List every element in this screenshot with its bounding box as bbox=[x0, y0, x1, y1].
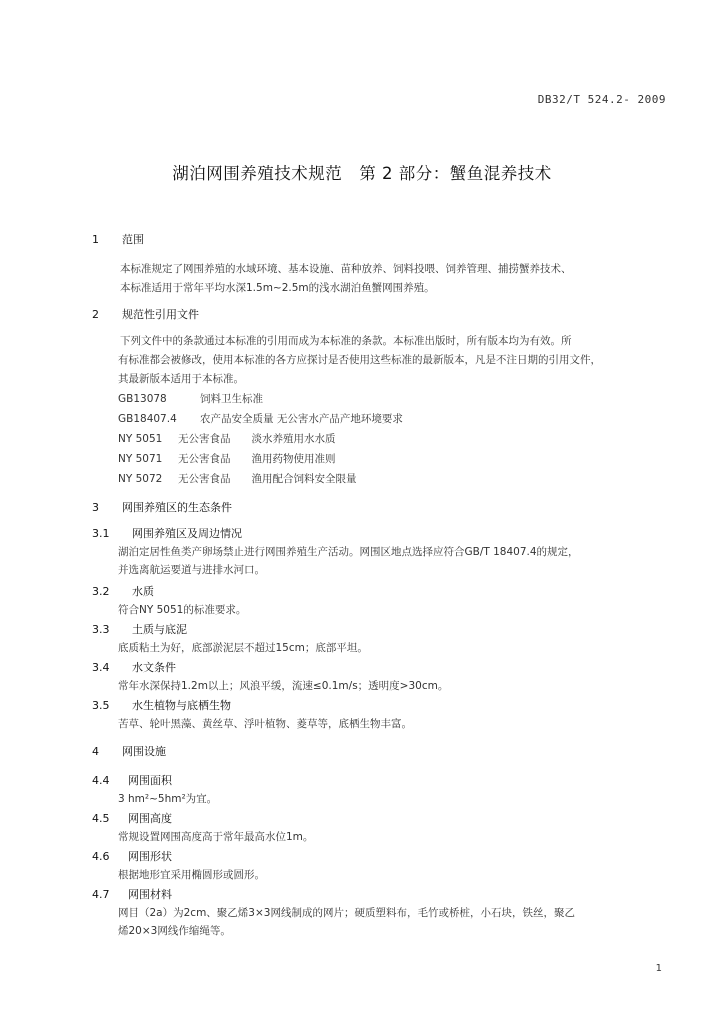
section-1-line-2: 本标准适用于常年平均水深1.5m~2.5m的浅水湖泊鱼蟹网围养殖。 bbox=[120, 282, 435, 294]
reference-code: NY 5051 bbox=[118, 433, 163, 445]
page-number: 1 bbox=[655, 963, 662, 974]
section-2-heading bbox=[92, 306, 199, 322]
document-title: 湖泊网围养殖技术规范 第 2 部分：蟹鱼混养技术 bbox=[172, 164, 552, 183]
subsection-4-6-line-1: 根据地形宜采用椭圆形或圆形。 bbox=[118, 869, 265, 881]
subsection-3-1-heading bbox=[92, 525, 242, 541]
reference-title: 无公害食品 渔用药物使用准则 bbox=[178, 453, 336, 465]
subsection-number: 4.5 bbox=[92, 812, 110, 825]
subsection-number: 3.3 bbox=[92, 623, 110, 636]
subsection-4-4-line-1: 3 hm²~5hm²为宜。 bbox=[118, 793, 218, 805]
subsection-3-5-heading bbox=[92, 697, 231, 713]
reference-item bbox=[118, 391, 263, 406]
subsection-4-7-line-2: 烯20×3网线作缩绳等。 bbox=[118, 925, 231, 937]
section-1-heading bbox=[92, 231, 144, 247]
section-number: 1 bbox=[92, 233, 99, 246]
subsection-4-6-heading bbox=[92, 848, 172, 864]
subsection-3-3-line-1: 底质粘土为好，底部淤泥层不超过15cm；底部平坦。 bbox=[118, 642, 368, 654]
reference-code: GB18407.4 bbox=[118, 413, 177, 425]
subsection-title: 网围面积 bbox=[128, 774, 172, 787]
subsection-number: 3.4 bbox=[92, 661, 110, 674]
subsection-title: 网围形状 bbox=[128, 850, 172, 863]
subsection-4-4-heading bbox=[92, 772, 172, 788]
subsection-title: 土质与底泥 bbox=[132, 623, 187, 636]
subsection-title: 网围养殖区及周边情况 bbox=[132, 527, 242, 540]
section-3-heading bbox=[92, 499, 232, 515]
section-2-line-1: 下列文件中的条款通过本标准的引用而成为本标准的条款。本标准出版时，所有版本均为有效。所 bbox=[120, 335, 572, 347]
subsection-4-7-line-1: 网目（2a）为2cm、聚乙烯3×3网线制成的网片；硬质塑料布，毛竹或桥桩，小石块，铁丝，聚乙 bbox=[118, 907, 575, 919]
section-title: 网围养殖区的生态条件 bbox=[122, 501, 232, 514]
reference-title: 农产品安全质量 无公害水产品产地环境要求 bbox=[200, 413, 403, 425]
subsection-title: 水生植物与底栖生物 bbox=[132, 699, 231, 712]
subsection-3-5-line-1: 苦草、轮叶黑藻、黄丝草、浮叶植物、菱草等，底栖生物丰富。 bbox=[118, 718, 412, 730]
section-number: 3 bbox=[92, 501, 99, 514]
subsection-3-1-line-1: 湖泊定居性鱼类产卵场禁止进行网围养殖生产活动。网围区地点选择应符合GB/T 18407.4的规定， bbox=[118, 546, 579, 558]
reference-title: 无公害食品 淡水养殖用水水质 bbox=[178, 433, 336, 445]
subsection-title: 网围高度 bbox=[128, 812, 172, 825]
subsection-number: 4.6 bbox=[92, 850, 110, 863]
subsection-title: 水质 bbox=[132, 585, 154, 598]
subsection-3-4-heading bbox=[92, 659, 176, 675]
section-title: 规范性引用文件 bbox=[122, 308, 199, 321]
reference-item bbox=[118, 471, 357, 486]
reference-item bbox=[118, 411, 403, 426]
subsection-4-5-line-1: 常规设置网围高度高于常年最高水位1m。 bbox=[118, 831, 314, 843]
subsection-3-3-heading bbox=[92, 621, 187, 637]
section-4-heading bbox=[92, 743, 166, 759]
subsection-number: 3.1 bbox=[92, 527, 110, 540]
subsection-number: 4.4 bbox=[92, 774, 110, 787]
reference-code: GB13078 bbox=[118, 393, 167, 405]
reference-title: 无公害食品 渔用配合饲料安全限量 bbox=[178, 473, 357, 485]
subsection-number: 3.5 bbox=[92, 699, 110, 712]
section-1-line-1: 本标准规定了网围养殖的水域环境、基本设施、苗种放养、饲料投喂、饲养管理、捕捞蟹养技术、 bbox=[120, 263, 572, 275]
subsection-4-5-heading bbox=[92, 810, 172, 826]
subsection-3-2-heading bbox=[92, 583, 154, 599]
reference-code: NY 5071 bbox=[118, 453, 163, 465]
subsection-3-2-line-1: 符合NY 5051的标准要求。 bbox=[118, 604, 247, 616]
section-2-line-3: 其最新版本适用于本标准。 bbox=[118, 373, 244, 385]
section-number: 4 bbox=[92, 745, 99, 758]
section-title: 范围 bbox=[122, 233, 144, 246]
section-title: 网围设施 bbox=[122, 745, 166, 758]
reference-code: NY 5072 bbox=[118, 473, 163, 485]
section-2-line-2: 有标准都会被修改，使用本标准的各方应探讨是否使用这些标准的最新版本，凡是不注日期的引用文件， bbox=[118, 354, 601, 366]
reference-item bbox=[118, 451, 336, 466]
subsection-number: 3.2 bbox=[92, 585, 110, 598]
subsection-title: 水文条件 bbox=[132, 661, 176, 674]
subsection-3-4-line-1: 常年水深保持1.2m以上；风浪平缓，流速≤0.1m/s；透明度>30cm。 bbox=[118, 680, 449, 692]
subsection-4-7-heading bbox=[92, 886, 172, 902]
section-number: 2 bbox=[92, 308, 99, 321]
subsection-number: 4.7 bbox=[92, 888, 110, 901]
reference-title: 饲料卫生标准 bbox=[200, 393, 263, 405]
subsection-title: 网围材料 bbox=[128, 888, 172, 901]
reference-item bbox=[118, 431, 336, 446]
subsection-3-1-line-2: 并选离航运要道与进排水河口。 bbox=[118, 564, 265, 576]
standard-number: DB32/T 524.2- 2009 bbox=[537, 93, 666, 106]
